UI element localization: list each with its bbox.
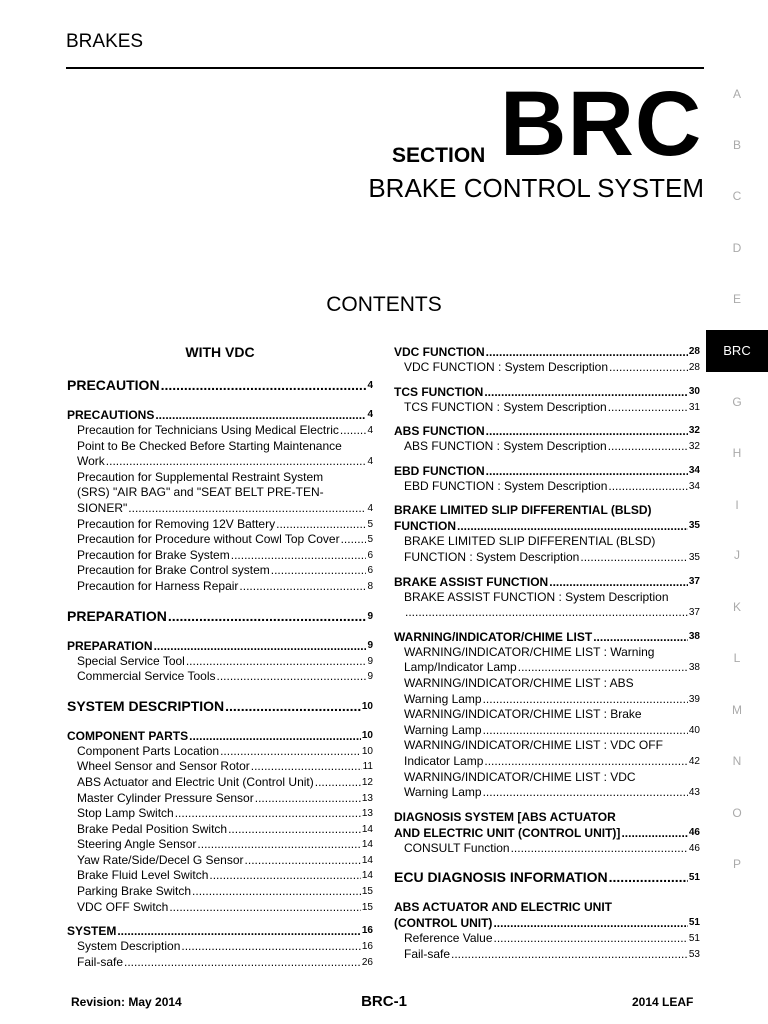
toc-page-number: 28 bbox=[688, 346, 700, 357]
toc-entry-title: Commercial Service Tools bbox=[77, 669, 216, 684]
toc-entry[interactable] bbox=[394, 518, 700, 534]
section-tab-l[interactable]: L bbox=[733, 651, 741, 665]
toc-dot-leader bbox=[168, 603, 367, 630]
toc-entry-title: ABS Actuator and Electric Unit (Control Unit) bbox=[77, 774, 314, 789]
toc-entry-text: (SRS) "AIR BAG" and "SEAT BELT PRE-TEN- bbox=[77, 485, 324, 500]
toc-entry-title: CONSULT Function bbox=[404, 840, 510, 855]
toc-entry-title: Stop Lamp Switch bbox=[77, 806, 174, 821]
toc-dot-leader bbox=[220, 744, 361, 760]
toc-entry-title: Fail-safe bbox=[404, 946, 451, 961]
section-tab-d[interactable]: D bbox=[732, 241, 742, 255]
toc-entry[interactable] bbox=[394, 947, 700, 963]
toc-entry[interactable] bbox=[394, 479, 700, 495]
toc-entry[interactable] bbox=[67, 923, 373, 939]
toc-entry[interactable] bbox=[394, 344, 700, 360]
toc-subheading: WITH VDC bbox=[185, 344, 255, 360]
section-tab-m[interactable]: M bbox=[732, 703, 742, 717]
toc-entry-title: SYSTEM bbox=[67, 924, 117, 939]
toc-page-number: 14 bbox=[361, 854, 373, 866]
toc-dot-leader bbox=[549, 574, 688, 590]
toc-page-number: 15 bbox=[361, 886, 373, 898]
toc-entry-title: PREPARATION bbox=[67, 638, 153, 653]
toc-page-number: 13 bbox=[361, 792, 373, 804]
toc-dot-leader bbox=[609, 864, 688, 891]
running-header: BRAKES bbox=[66, 31, 144, 52]
toc-entry-title: TCS FUNCTION : System Description bbox=[404, 399, 607, 414]
toc-page-number: 28 bbox=[688, 362, 700, 373]
toc-dot-leader bbox=[175, 806, 361, 822]
toc-entry-title: WARNING/INDICATOR/CHIME LIST bbox=[394, 629, 593, 644]
toc-dot-leader bbox=[608, 439, 688, 455]
toc-group bbox=[67, 693, 373, 720]
section-tab-b[interactable]: B bbox=[732, 138, 741, 152]
toc-entry-title: Precaution for Brake System bbox=[77, 547, 230, 562]
toc-entry[interactable] bbox=[394, 360, 700, 376]
toc-entry[interactable] bbox=[394, 660, 700, 676]
section-tab-k[interactable]: K bbox=[732, 600, 741, 614]
toc-dot-leader bbox=[124, 955, 361, 971]
toc-entry[interactable] bbox=[394, 864, 700, 891]
toc-entry-title: Brake Fluid Level Switch bbox=[77, 868, 209, 883]
toc-page-number: 9 bbox=[367, 671, 373, 683]
toc-page-number: 38 bbox=[688, 630, 700, 642]
toc-page-number: 43 bbox=[688, 787, 700, 799]
toc-dot-leader bbox=[228, 822, 361, 838]
toc-page-number: 46 bbox=[688, 826, 700, 838]
toc-entry-text: BRAKE ASSIST FUNCTION : System Description bbox=[404, 589, 669, 604]
toc-group bbox=[394, 384, 700, 416]
toc-entry-title: VDC OFF Switch bbox=[77, 899, 169, 914]
toc-entry-title: Fail-safe bbox=[77, 954, 124, 969]
toc-entry[interactable] bbox=[394, 629, 700, 645]
section-tab-p[interactable]: P bbox=[732, 857, 741, 871]
toc-entry-title: Warning Lamp bbox=[404, 722, 482, 737]
toc-entry-title: Steering Angle Sensor bbox=[77, 837, 197, 852]
section-tab-o[interactable]: O bbox=[732, 806, 742, 820]
toc-dot-leader bbox=[315, 775, 361, 791]
toc-page-number: 53 bbox=[688, 948, 700, 960]
toc-entry-title: Precaution for Removing 12V Battery bbox=[77, 516, 276, 531]
toc-entry-title: Precaution for Technicians Using Medical Electric bbox=[77, 423, 339, 437]
toc-entry[interactable] bbox=[394, 439, 700, 455]
toc-page-number: 6 bbox=[367, 549, 373, 561]
toc-dot-leader bbox=[511, 841, 688, 857]
toc-entry[interactable] bbox=[394, 754, 700, 770]
section-tab-i[interactable]: I bbox=[735, 498, 739, 512]
toc-entry[interactable] bbox=[67, 939, 373, 955]
toc-page-number: 11 bbox=[362, 761, 373, 773]
section-tabs bbox=[706, 0, 768, 1024]
toc-entry[interactable] bbox=[67, 532, 373, 548]
toc-entry-title: ABS FUNCTION : System Description bbox=[404, 439, 607, 454]
toc-dot-leader bbox=[245, 853, 361, 869]
toc-entry-title: EBD FUNCTION : System Description bbox=[404, 478, 608, 493]
toc-entry[interactable] bbox=[67, 806, 373, 822]
toc-dot-leader bbox=[609, 360, 688, 376]
toc-dot-leader bbox=[231, 548, 367, 564]
toc-entry[interactable] bbox=[394, 825, 700, 841]
toc-dot-leader bbox=[484, 384, 688, 400]
section-tab-e[interactable]: E bbox=[732, 292, 741, 306]
toc-entry-title: Indicator Lamp bbox=[404, 753, 484, 768]
toc-page-number: 14 bbox=[361, 870, 373, 882]
toc-dot-leader bbox=[192, 884, 361, 900]
toc-page-number: 5 bbox=[367, 518, 373, 530]
toc-page-number: 15 bbox=[361, 901, 373, 913]
footer-page-id: BRC-1 bbox=[361, 993, 407, 1010]
toc-page-number: 40 bbox=[688, 724, 700, 736]
toc-entry-title: VDC FUNCTION bbox=[394, 345, 485, 359]
toc-entry[interactable] bbox=[67, 728, 373, 744]
toc-dot-leader bbox=[486, 423, 688, 439]
toc-entry-title: PRECAUTION bbox=[67, 377, 160, 393]
toc-page-number: 13 bbox=[361, 808, 373, 820]
toc-entry[interactable] bbox=[67, 603, 373, 630]
toc-dot-leader bbox=[340, 423, 367, 439]
toc-dot-leader bbox=[494, 931, 688, 947]
toc-page-number: 34 bbox=[688, 480, 700, 492]
section-tab-h[interactable]: H bbox=[732, 446, 742, 460]
toc-dot-leader bbox=[161, 372, 367, 399]
toc-page-number: 39 bbox=[688, 693, 700, 705]
toc-dot-leader bbox=[484, 754, 687, 770]
toc-entry-text: WARNING/INDICATOR/CHIME LIST : Brake bbox=[404, 707, 642, 722]
toc-dot-leader bbox=[186, 654, 367, 670]
toc-dot-leader bbox=[608, 479, 688, 495]
toc-entry-title: Brake Pedal Position Switch bbox=[77, 821, 228, 836]
toc-dot-leader bbox=[189, 728, 361, 744]
toc-dot-leader bbox=[128, 501, 366, 517]
toc-page-number: 12 bbox=[361, 776, 373, 788]
toc-dot-leader bbox=[593, 629, 688, 645]
toc-page-number: 6 bbox=[367, 565, 373, 577]
toc-entry-title: FUNCTION bbox=[394, 519, 456, 534]
toc-right-column bbox=[394, 344, 700, 962]
toc-group bbox=[67, 407, 373, 595]
toc-dot-leader bbox=[483, 723, 688, 739]
toc-entry[interactable] bbox=[67, 548, 373, 564]
section-tab-c[interactable]: C bbox=[732, 189, 742, 203]
toc-entry-title: Warning Lamp bbox=[404, 785, 482, 800]
toc-entry-title: Warning Lamp bbox=[404, 691, 482, 706]
toc-group bbox=[394, 423, 700, 455]
toc-entry[interactable] bbox=[67, 454, 373, 470]
toc-entry-title: Precaution for Procedure without Cowl Top Cover bbox=[77, 532, 340, 547]
toc-entry-text: BRAKE LIMITED SLIP DIFFERENTIAL (BLSD) bbox=[394, 503, 652, 518]
toc-group bbox=[394, 899, 700, 962]
toc-entry-title: BRAKE ASSIST FUNCTION bbox=[394, 574, 549, 589]
toc-entry[interactable] bbox=[394, 463, 700, 479]
toc-entry-title: Parking Brake Switch bbox=[77, 884, 192, 899]
toc-page-number: 16 bbox=[361, 941, 373, 953]
toc-entry[interactable] bbox=[67, 955, 373, 971]
toc-page-number: 51 bbox=[688, 933, 700, 945]
toc-dot-leader bbox=[217, 669, 367, 685]
toc-entry-title: Work bbox=[77, 454, 105, 469]
toc-page-number: 37 bbox=[688, 607, 700, 619]
toc-entry[interactable] bbox=[394, 423, 700, 439]
toc-page-number: 16 bbox=[361, 925, 373, 937]
contents-heading: CONTENTS bbox=[326, 293, 442, 316]
toc-dot-leader bbox=[518, 660, 688, 676]
toc-entry-title: EBD FUNCTION bbox=[394, 463, 485, 478]
toc-group bbox=[394, 574, 700, 621]
toc-dot-leader bbox=[155, 407, 366, 423]
toc-entry-title: Lamp/Indicator Lamp bbox=[404, 660, 517, 675]
section-tab-g[interactable]: G bbox=[732, 395, 742, 409]
section-code: BRC bbox=[500, 73, 703, 175]
toc-entry[interactable] bbox=[394, 400, 700, 416]
toc-dot-leader bbox=[451, 947, 688, 963]
toc-entry-text: Precaution for Supplemental Restraint System bbox=[77, 469, 324, 484]
toc-group bbox=[394, 809, 700, 857]
toc-dot-leader bbox=[486, 344, 688, 360]
toc-entry[interactable] bbox=[67, 654, 373, 670]
toc-dot-leader bbox=[580, 550, 688, 566]
toc-page-number: 32 bbox=[688, 425, 700, 437]
toc-entry-text: DIAGNOSIS SYSTEM [ABS ACTUATOR bbox=[394, 809, 616, 824]
toc-entry-title: System Description bbox=[77, 939, 181, 954]
toc-group bbox=[67, 638, 373, 685]
toc-entry-title: Yaw Rate/Side/Decel G Sensor bbox=[77, 852, 244, 867]
toc-entry-title: ABS FUNCTION bbox=[394, 424, 485, 439]
toc-page-number: 4 bbox=[367, 502, 373, 514]
toc-entry-text: WARNING/INDICATOR/CHIME LIST : VDC OFF bbox=[404, 738, 663, 753]
header-rule bbox=[66, 67, 704, 69]
toc-entry-text: WARNING/INDICATOR/CHIME LIST : Warning bbox=[404, 644, 655, 659]
toc-page-number: 9 bbox=[367, 655, 373, 667]
toc-page-number: 10 bbox=[361, 700, 373, 712]
toc-page-number: 9 bbox=[367, 639, 373, 651]
toc-entry[interactable] bbox=[67, 517, 373, 533]
toc-entry[interactable] bbox=[67, 423, 373, 439]
toc-entry[interactable] bbox=[67, 900, 373, 916]
section-tab-j[interactable]: J bbox=[734, 548, 740, 562]
toc-dot-leader bbox=[621, 825, 687, 841]
toc-dot-leader bbox=[154, 638, 367, 654]
toc-page-number: 32 bbox=[688, 441, 700, 453]
toc-group bbox=[67, 603, 373, 630]
toc-entry-text: BRAKE LIMITED SLIP DIFFERENTIAL (BLSD) bbox=[404, 534, 656, 549]
toc-entry[interactable] bbox=[67, 669, 373, 685]
toc-dot-leader bbox=[493, 915, 687, 931]
toc-entry[interactable] bbox=[67, 884, 373, 900]
toc-entry-title: ECU DIAGNOSIS INFORMATION bbox=[394, 869, 608, 886]
toc-entry-title: TCS FUNCTION bbox=[394, 384, 484, 399]
toc-entry-title: FUNCTION : System Description bbox=[404, 549, 580, 564]
toc-entry-text: ABS ACTUATOR AND ELECTRIC UNIT bbox=[394, 900, 612, 915]
toc-entry-title: Precaution for Brake Control system bbox=[77, 563, 270, 578]
toc-entry-text: WARNING/INDICATOR/CHIME LIST : VDC bbox=[404, 769, 636, 784]
toc-page-number: 51 bbox=[688, 917, 700, 929]
toc-dot-leader bbox=[608, 400, 688, 416]
toc-page-number: 4 bbox=[367, 456, 373, 468]
footer-revision: Revision: May 2014 bbox=[71, 995, 182, 1009]
toc-entry-title: Component Parts Location bbox=[77, 743, 220, 758]
toc-page-number: 30 bbox=[688, 385, 700, 397]
toc-group bbox=[394, 502, 700, 565]
toc-page-number: 14 bbox=[361, 823, 373, 835]
toc-entry-title: Wheel Sensor and Sensor Rotor bbox=[77, 759, 250, 774]
toc-entry-title: (CONTROL UNIT) bbox=[394, 916, 493, 931]
toc-entry[interactable] bbox=[67, 372, 373, 399]
toc-dot-leader bbox=[483, 692, 688, 708]
toc-page-number: 10 bbox=[361, 729, 373, 741]
toc-group bbox=[394, 463, 700, 495]
section-tab-n[interactable]: N bbox=[732, 754, 742, 768]
toc-group bbox=[67, 923, 373, 970]
toc-entry-title: SYSTEM DESCRIPTION bbox=[67, 697, 225, 714]
toc-entry[interactable] bbox=[394, 692, 700, 708]
footer-model: 2014 LEAF bbox=[632, 995, 694, 1009]
toc-page-number: 9 bbox=[367, 610, 373, 622]
toc-page-number: 35 bbox=[688, 551, 700, 563]
toc-entry-title: COMPONENT PARTS bbox=[67, 728, 189, 743]
section-tab-brc[interactable]: BRC bbox=[706, 330, 768, 372]
toc-dot-leader bbox=[486, 463, 688, 479]
toc-dot-leader bbox=[106, 454, 367, 470]
toc-group bbox=[394, 344, 700, 376]
toc-entry[interactable] bbox=[394, 915, 700, 931]
toc-page-number: 46 bbox=[688, 842, 700, 854]
toc-page-number: 5 bbox=[367, 534, 373, 546]
toc-entry[interactable] bbox=[67, 407, 373, 423]
toc-entry[interactable] bbox=[67, 822, 373, 838]
toc-entry-text: Point to Be Checked Before Starting Maintenance bbox=[77, 438, 342, 453]
toc-entry[interactable] bbox=[67, 638, 373, 654]
toc-dot-leader bbox=[405, 605, 688, 621]
toc-dot-leader bbox=[225, 693, 361, 720]
toc-page-number: 14 bbox=[361, 839, 373, 851]
toc-entry[interactable] bbox=[67, 744, 373, 760]
toc-entry[interactable] bbox=[67, 775, 373, 791]
toc-entry[interactable] bbox=[394, 841, 700, 857]
toc-page-number: 26 bbox=[361, 956, 373, 968]
toc-page-number: 4 bbox=[367, 425, 373, 436]
toc-page-number: 37 bbox=[688, 575, 700, 587]
toc-page-number: 38 bbox=[688, 662, 700, 674]
toc-entry[interactable] bbox=[394, 550, 700, 566]
toc-page-number: 51 bbox=[688, 872, 700, 884]
toc-dot-leader bbox=[209, 868, 360, 884]
toc-page-number: 42 bbox=[688, 755, 700, 767]
toc-group bbox=[394, 864, 700, 891]
toc-entry-title: Special Service Tool bbox=[77, 653, 185, 668]
section-title: BRAKE CONTROL SYSTEM bbox=[368, 173, 704, 203]
toc-dot-leader bbox=[181, 939, 361, 955]
toc-dot-leader bbox=[169, 900, 361, 916]
toc-entry[interactable] bbox=[394, 574, 700, 590]
toc-dot-leader bbox=[251, 759, 362, 775]
toc-dot-leader bbox=[255, 791, 361, 807]
toc-page-number: 10 bbox=[361, 745, 373, 757]
toc-page-number: 31 bbox=[688, 401, 700, 413]
toc-entry[interactable] bbox=[67, 837, 373, 853]
toc-entry-title: SIONER" bbox=[77, 500, 128, 515]
toc-entry[interactable] bbox=[394, 785, 700, 801]
toc-entry[interactable] bbox=[67, 853, 373, 869]
toc-entry[interactable] bbox=[67, 868, 373, 884]
toc-entry[interactable] bbox=[394, 931, 700, 947]
toc-entry[interactable] bbox=[394, 384, 700, 400]
toc-group bbox=[67, 372, 373, 399]
toc-dot-leader bbox=[457, 518, 688, 534]
toc-entry-text: WARNING/INDICATOR/CHIME LIST : ABS bbox=[404, 675, 634, 690]
toc-entry-title: VDC FUNCTION : System Description bbox=[404, 360, 609, 374]
toc-dot-leader bbox=[239, 579, 366, 595]
toc-entry[interactable] bbox=[67, 563, 373, 579]
toc-group bbox=[394, 629, 700, 801]
toc-left-column bbox=[67, 344, 373, 970]
toc-dot-leader bbox=[271, 563, 367, 579]
toc-entry[interactable] bbox=[67, 759, 373, 775]
toc-entry-title: PRECAUTIONS bbox=[67, 408, 155, 422]
section-tab-a[interactable]: A bbox=[732, 87, 741, 101]
toc-page-number: 34 bbox=[688, 464, 700, 476]
toc-entry-title: AND ELECTRIC UNIT (CONTROL UNIT)] bbox=[394, 825, 621, 840]
toc-entry[interactable] bbox=[67, 501, 373, 517]
section-label: SECTION bbox=[392, 144, 486, 167]
toc-dot-leader bbox=[117, 923, 361, 939]
toc-entry[interactable] bbox=[394, 605, 700, 621]
toc-page-number: 8 bbox=[367, 580, 373, 592]
toc-dot-leader bbox=[197, 837, 360, 853]
toc-entry[interactable] bbox=[67, 791, 373, 807]
toc-page-number: 4 bbox=[367, 409, 373, 420]
toc-page-number: 4 bbox=[367, 380, 373, 391]
toc-entry-title: Master Cylinder Pressure Sensor bbox=[77, 790, 254, 805]
toc-entry-title: PREPARATION bbox=[67, 607, 167, 624]
toc-dot-leader bbox=[276, 517, 366, 533]
toc-entry-title: Reference Value bbox=[404, 931, 493, 946]
toc-entry[interactable] bbox=[67, 693, 373, 720]
toc-dot-leader bbox=[341, 532, 367, 548]
toc-entry-title: Precaution for Harness Repair bbox=[77, 578, 239, 593]
toc-page-number: 35 bbox=[688, 520, 700, 532]
toc-entry[interactable] bbox=[394, 723, 700, 739]
toc-entry[interactable] bbox=[67, 579, 373, 595]
toc-dot-leader bbox=[483, 785, 688, 801]
toc-group bbox=[67, 728, 373, 916]
